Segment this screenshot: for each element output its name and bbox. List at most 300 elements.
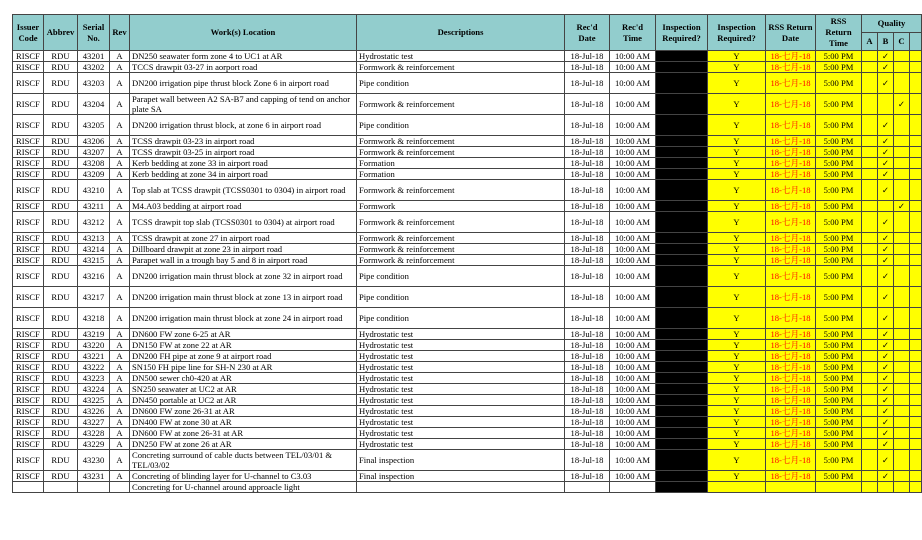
cell-issuer-code[interactable]: RISCF	[13, 362, 44, 373]
cell-inspection-redacted[interactable]	[656, 212, 708, 233]
header-rev[interactable]: Rev	[110, 15, 130, 51]
cell-serial-no[interactable]: 43210	[78, 180, 110, 201]
cell-location[interactable]: DN150 FW at zone 22 at AR	[130, 340, 357, 351]
cell-rev[interactable]: A	[110, 255, 130, 266]
table-row[interactable]	[13, 115, 922, 136]
cell-inspection-redacted[interactable]	[656, 482, 708, 493]
cell-location[interactable]: DN600 FW at zone 26-31 at AR	[130, 428, 357, 439]
cell-issuer-code[interactable]: RISCF	[13, 450, 44, 471]
cell-quality-extra[interactable]	[910, 212, 922, 233]
cell-recd-date[interactable]: 18-Jul-18	[565, 255, 610, 266]
cell-abbrev[interactable]: RDU	[44, 201, 78, 212]
cell-rss-return-date[interactable]: 18-七月-18	[766, 384, 816, 395]
cell-inspection-redacted[interactable]	[656, 340, 708, 351]
cell-description[interactable]: Pipe condition	[357, 73, 565, 94]
cell-location[interactable]: SN250 seawater at UC2 at AR	[130, 384, 357, 395]
cell-yellow[interactable]	[816, 482, 862, 493]
table-row[interactable]	[13, 244, 922, 255]
table-row[interactable]	[13, 94, 922, 115]
cell-abbrev[interactable]: RDU	[44, 94, 78, 115]
cell-abbrev[interactable]: RDU	[44, 136, 78, 147]
cell-quality-extra[interactable]	[910, 287, 922, 308]
cell-description[interactable]: Formwork & reinforcement	[357, 136, 565, 147]
cell-inspection-redacted[interactable]	[656, 428, 708, 439]
cell-yellow[interactable]	[894, 482, 910, 493]
cell-inspection-redacted[interactable]	[656, 201, 708, 212]
cell-issuer-code[interactable]: RISCF	[13, 351, 44, 362]
cell-inspection-redacted[interactable]	[656, 417, 708, 428]
cell-rev[interactable]: A	[110, 136, 130, 147]
cell-description[interactable]: Formwork	[357, 201, 565, 212]
cell-serial-no[interactable]: 43211	[78, 201, 110, 212]
cell-rev[interactable]: A	[110, 340, 130, 351]
cell-issuer-code[interactable]: RISCF	[13, 73, 44, 94]
cell-quality-a[interactable]	[862, 136, 878, 147]
cell-quality-b[interactable]: ✓	[878, 158, 894, 169]
cell-issuer-code[interactable]: RISCF	[13, 287, 44, 308]
header-inspection-required-2[interactable]: Inspection Required?	[708, 15, 766, 51]
cell-serial-no[interactable]: 43218	[78, 308, 110, 329]
cell-quality-b[interactable]: ✓	[878, 147, 894, 158]
cell-quality-extra[interactable]	[910, 62, 922, 73]
cell-abbrev[interactable]: RDU	[44, 255, 78, 266]
cell-recd-date[interactable]: 18-Jul-18	[565, 233, 610, 244]
cell-inspection-required[interactable]: Y	[708, 329, 766, 340]
cell-description[interactable]: Final inspection	[357, 450, 565, 471]
cell-rss-return-date[interactable]: 18-七月-18	[766, 340, 816, 351]
cell-description[interactable]: Pipe condition	[357, 308, 565, 329]
cell-inspection-required[interactable]: Y	[708, 147, 766, 158]
cell-rev[interactable]: A	[110, 471, 130, 482]
cell-issuer-code[interactable]: RISCF	[13, 136, 44, 147]
cell-inspection-redacted[interactable]	[656, 180, 708, 201]
cell-serial-no[interactable]: 43219	[78, 329, 110, 340]
cell-recd-time[interactable]: 10:00 AM	[610, 373, 656, 384]
cell-quality-a[interactable]	[862, 255, 878, 266]
cell-issuer-code[interactable]: RISCF	[13, 169, 44, 180]
cell-issuer-code[interactable]: RISCF	[13, 428, 44, 439]
cell-rev[interactable]: A	[110, 212, 130, 233]
cell-abbrev[interactable]: RDU	[44, 233, 78, 244]
cell-abbrev[interactable]: RDU	[44, 51, 78, 62]
cell-quality-c[interactable]	[894, 255, 910, 266]
cell-quality-b[interactable]: ✓	[878, 180, 894, 201]
cell-serial-no[interactable]: 43202	[78, 62, 110, 73]
cell-location[interactable]: Concreting for U-channel around approacle light	[130, 482, 357, 493]
cell-recd-date[interactable]: 18-Jul-18	[565, 287, 610, 308]
cell-rss-return-date[interactable]: 18-七月-18	[766, 169, 816, 180]
cell-inspection-required[interactable]: Y	[708, 115, 766, 136]
cell-description[interactable]: Hydrostatic test	[357, 51, 565, 62]
cell-quality-b[interactable]: ✓	[878, 362, 894, 373]
table-row[interactable]	[13, 406, 922, 417]
cell-recd-time[interactable]: 10:00 AM	[610, 201, 656, 212]
cell-location[interactable]: DN450 portable at UC2 at AR	[130, 395, 357, 406]
cell-recd-date[interactable]: 18-Jul-18	[565, 439, 610, 450]
cell-recd-time[interactable]: 10:00 AM	[610, 450, 656, 471]
cell-serial-no[interactable]: 43230	[78, 450, 110, 471]
cell-quality-a[interactable]	[862, 233, 878, 244]
cell-rev[interactable]: A	[110, 62, 130, 73]
cell-rss-return-time[interactable]: 5:00 PM	[816, 406, 862, 417]
cell-rev[interactable]: A	[110, 180, 130, 201]
cell-empty[interactable]	[78, 482, 110, 493]
header-location[interactable]: Work(s) Location	[130, 15, 357, 51]
cell-quality-a[interactable]	[862, 329, 878, 340]
cell-inspection-required[interactable]: Y	[708, 201, 766, 212]
cell-recd-time[interactable]: 10:00 AM	[610, 471, 656, 482]
cell-quality-extra[interactable]	[910, 201, 922, 212]
cell-serial-no[interactable]: 43204	[78, 94, 110, 115]
cell-rss-return-time[interactable]: 5:00 PM	[816, 147, 862, 158]
cell-abbrev[interactable]: RDU	[44, 266, 78, 287]
cell-recd-time[interactable]: 10:00 AM	[610, 340, 656, 351]
cell-quality-b[interactable]: ✓	[878, 340, 894, 351]
cell-issuer-code[interactable]: RISCF	[13, 201, 44, 212]
cell-location[interactable]: DN200 irrigation pipe thrust block Zone 6 in airport road	[130, 73, 357, 94]
cell-inspection-required[interactable]: Y	[708, 212, 766, 233]
cell-rss-return-date[interactable]: 18-七月-18	[766, 428, 816, 439]
cell-issuer-code[interactable]: RISCF	[13, 212, 44, 233]
cell-inspection-required[interactable]: Y	[708, 428, 766, 439]
table-row[interactable]	[13, 450, 922, 471]
cell-location[interactable]: DN200 irrigation main thrust block at zone 13 in airport road	[130, 287, 357, 308]
cell-quality-c[interactable]	[894, 417, 910, 428]
cell-issuer-code[interactable]: RISCF	[13, 471, 44, 482]
cell-rss-return-time[interactable]: 5:00 PM	[816, 255, 862, 266]
cell-abbrev[interactable]: RDU	[44, 351, 78, 362]
header-quality-b[interactable]: B	[878, 33, 894, 51]
cell-description[interactable]: Pipe condition	[357, 287, 565, 308]
cell-quality-b[interactable]: ✓	[878, 417, 894, 428]
cell-serial-no[interactable]: 43213	[78, 233, 110, 244]
cell-rss-return-date[interactable]: 18-七月-18	[766, 62, 816, 73]
cell-quality-a[interactable]	[862, 94, 878, 115]
cell-recd-date[interactable]: 18-Jul-18	[565, 329, 610, 340]
cell-quality-c[interactable]	[894, 266, 910, 287]
table-row[interactable]	[13, 136, 922, 147]
cell-quality-b[interactable]: ✓	[878, 384, 894, 395]
cell-inspection-required[interactable]: Y	[708, 373, 766, 384]
cell-recd-date[interactable]: 18-Jul-18	[565, 51, 610, 62]
cell-inspection-required[interactable]: Y	[708, 136, 766, 147]
cell-serial-no[interactable]: 43226	[78, 406, 110, 417]
table-row[interactable]	[13, 384, 922, 395]
cell-location[interactable]: DN250 seawater form zone 4 to UC1 at AR	[130, 51, 357, 62]
cell-rev[interactable]: A	[110, 266, 130, 287]
cell-abbrev[interactable]: RDU	[44, 373, 78, 384]
cell-description[interactable]: Hydrostatic test	[357, 340, 565, 351]
table-row[interactable]	[13, 362, 922, 373]
cell-recd-time[interactable]: 10:00 AM	[610, 266, 656, 287]
cell-inspection-redacted[interactable]	[656, 62, 708, 73]
cell-quality-extra[interactable]	[910, 384, 922, 395]
cell-rss-return-date[interactable]: 18-七月-18	[766, 395, 816, 406]
cell-recd-time[interactable]: 10:00 AM	[610, 329, 656, 340]
cell-recd-time[interactable]: 10:00 AM	[610, 62, 656, 73]
cell-quality-extra[interactable]	[910, 158, 922, 169]
cell-rss-return-date[interactable]: 18-七月-18	[766, 158, 816, 169]
cell-issuer-code[interactable]: RISCF	[13, 308, 44, 329]
cell-rss-return-time[interactable]: 5:00 PM	[816, 94, 862, 115]
cell-quality-b[interactable]: ✓	[878, 255, 894, 266]
cell-rss-return-date[interactable]: 18-七月-18	[766, 373, 816, 384]
cell-quality-extra[interactable]	[910, 147, 922, 158]
cell-quality-a[interactable]	[862, 201, 878, 212]
cell-quality-a[interactable]	[862, 169, 878, 180]
cell-quality-a[interactable]	[862, 308, 878, 329]
cell-quality-c[interactable]	[894, 158, 910, 169]
cell-quality-a[interactable]	[862, 373, 878, 384]
cell-recd-time[interactable]: 10:00 AM	[610, 169, 656, 180]
cell-rss-return-date[interactable]: 18-七月-18	[766, 136, 816, 147]
cell-issuer-code[interactable]: RISCF	[13, 244, 44, 255]
cell-quality-extra[interactable]	[910, 115, 922, 136]
cell-inspection-redacted[interactable]	[656, 406, 708, 417]
cell-recd-date[interactable]: 18-Jul-18	[565, 73, 610, 94]
cell-quality-c[interactable]	[894, 439, 910, 450]
cell-quality-c[interactable]	[894, 406, 910, 417]
cell-abbrev[interactable]: RDU	[44, 362, 78, 373]
cell-recd-time[interactable]: 10:00 AM	[610, 406, 656, 417]
cell-issuer-code[interactable]: RISCF	[13, 147, 44, 158]
cell-recd-time[interactable]: 10:00 AM	[610, 94, 656, 115]
cell-inspection-redacted[interactable]	[656, 287, 708, 308]
cell-recd-date[interactable]: 18-Jul-18	[565, 212, 610, 233]
table-row[interactable]	[13, 180, 922, 201]
cell-location[interactable]: M4.A03 bedding at airport road	[130, 201, 357, 212]
cell-quality-a[interactable]	[862, 147, 878, 158]
cell-quality-a[interactable]	[862, 406, 878, 417]
cell-quality-c[interactable]	[894, 212, 910, 233]
cell-rss-return-date[interactable]: 18-七月-18	[766, 212, 816, 233]
cell-quality-a[interactable]	[862, 73, 878, 94]
cell-rss-return-time[interactable]: 5:00 PM	[816, 395, 862, 406]
cell-rss-return-time[interactable]: 5:00 PM	[816, 212, 862, 233]
cell-serial-no[interactable]: 43221	[78, 351, 110, 362]
cell-recd-date[interactable]: 18-Jul-18	[565, 244, 610, 255]
cell-recd-date[interactable]: 18-Jul-18	[565, 115, 610, 136]
cell-inspection-redacted[interactable]	[656, 73, 708, 94]
cell-recd-time[interactable]: 10:00 AM	[610, 439, 656, 450]
cell-quality-c[interactable]	[894, 136, 910, 147]
cell-recd-date[interactable]: 18-Jul-18	[565, 471, 610, 482]
cell-abbrev[interactable]: RDU	[44, 244, 78, 255]
cell-rss-return-date[interactable]: 18-七月-18	[766, 439, 816, 450]
cell-quality-b[interactable]: ✓	[878, 439, 894, 450]
cell-description[interactable]: Hydrostatic test	[357, 395, 565, 406]
cell-quality-c[interactable]	[894, 428, 910, 439]
cell-quality-extra[interactable]	[910, 308, 922, 329]
cell-serial-no[interactable]: 43212	[78, 212, 110, 233]
table-row[interactable]	[13, 395, 922, 406]
cell-inspection-redacted[interactable]	[656, 147, 708, 158]
table-row[interactable]	[13, 471, 922, 482]
cell-quality-a[interactable]	[862, 212, 878, 233]
cell-description[interactable]: Formwork & reinforcement	[357, 255, 565, 266]
cell-serial-no[interactable]: 43209	[78, 169, 110, 180]
cell-location[interactable]: DN200 irrigation main thrust block at zone 24 in airport road	[130, 308, 357, 329]
cell-rev[interactable]: A	[110, 94, 130, 115]
cell-rev[interactable]: A	[110, 417, 130, 428]
cell-rev[interactable]: A	[110, 115, 130, 136]
cell-abbrev[interactable]: RDU	[44, 395, 78, 406]
header-quality-a[interactable]: A	[862, 33, 878, 51]
cell-recd-date[interactable]: 18-Jul-18	[565, 158, 610, 169]
cell-quality-b[interactable]: ✓	[878, 373, 894, 384]
cell-rss-return-time[interactable]: 5:00 PM	[816, 428, 862, 439]
cell-inspection-redacted[interactable]	[656, 308, 708, 329]
cell-recd-time[interactable]: 10:00 AM	[610, 417, 656, 428]
cell-rss-return-date[interactable]: 18-七月-18	[766, 244, 816, 255]
cell-inspection-required[interactable]: Y	[708, 287, 766, 308]
cell-quality-b[interactable]: ✓	[878, 450, 894, 471]
cell-inspection-redacted[interactable]	[656, 384, 708, 395]
cell-location[interactable]: Concreting of blinding layer for U-channel to C3.03	[130, 471, 357, 482]
table-row[interactable]	[13, 428, 922, 439]
cell-rss-return-time[interactable]: 5:00 PM	[816, 373, 862, 384]
cell-rss-return-date[interactable]: 18-七月-18	[766, 233, 816, 244]
cell-description[interactable]: Formwork & reinforcement	[357, 94, 565, 115]
cell-recd-date[interactable]: 18-Jul-18	[565, 169, 610, 180]
cell-rss-return-time[interactable]: 5:00 PM	[816, 417, 862, 428]
cell-quality-c[interactable]	[894, 180, 910, 201]
cell-yellow[interactable]	[708, 482, 766, 493]
cell-recd-date[interactable]: 18-Jul-18	[565, 362, 610, 373]
cell-abbrev[interactable]: RDU	[44, 417, 78, 428]
cell-quality-extra[interactable]	[910, 340, 922, 351]
cell-inspection-required[interactable]: Y	[708, 94, 766, 115]
cell-rev[interactable]: A	[110, 373, 130, 384]
cell-location[interactable]: Parapet wall in a trough bay 5 and 8 in airport road	[130, 255, 357, 266]
cell-recd-time[interactable]: 10:00 AM	[610, 287, 656, 308]
cell-quality-extra[interactable]	[910, 94, 922, 115]
cell-inspection-redacted[interactable]	[656, 351, 708, 362]
cell-issuer-code[interactable]: RISCF	[13, 373, 44, 384]
cell-quality-extra[interactable]	[910, 395, 922, 406]
cell-abbrev[interactable]: RDU	[44, 115, 78, 136]
cell-quality-a[interactable]	[862, 362, 878, 373]
cell-serial-no[interactable]: 43208	[78, 158, 110, 169]
header-serial-no[interactable]: Serial No.	[78, 15, 110, 51]
cell-issuer-code[interactable]: RISCF	[13, 51, 44, 62]
cell-serial-no[interactable]: 43231	[78, 471, 110, 482]
cell-issuer-code[interactable]: RISCF	[13, 180, 44, 201]
cell-rss-return-date[interactable]: 18-七月-18	[766, 180, 816, 201]
table-row[interactable]	[13, 351, 922, 362]
cell-inspection-redacted[interactable]	[656, 362, 708, 373]
cell-quality-b[interactable]: ✓	[878, 406, 894, 417]
cell-abbrev[interactable]: RDU	[44, 471, 78, 482]
cell-inspection-redacted[interactable]	[656, 136, 708, 147]
cell-recd-time[interactable]: 10:00 AM	[610, 351, 656, 362]
cell-recd-date[interactable]: 18-Jul-18	[565, 395, 610, 406]
cell-abbrev[interactable]: RDU	[44, 287, 78, 308]
cell-quality-b[interactable]: ✓	[878, 233, 894, 244]
header-inspection-required-1[interactable]: Inspection Required?	[656, 15, 708, 51]
cell-serial-no[interactable]: 43214	[78, 244, 110, 255]
cell-quality-a[interactable]	[862, 439, 878, 450]
cell-rss-return-time[interactable]: 5:00 PM	[816, 471, 862, 482]
cell-rss-return-time[interactable]: 5:00 PM	[816, 73, 862, 94]
cell-quality-a[interactable]	[862, 266, 878, 287]
cell-quality-a[interactable]	[862, 180, 878, 201]
cell-recd-time[interactable]: 10:00 AM	[610, 308, 656, 329]
cell-rss-return-date[interactable]: 18-七月-18	[766, 201, 816, 212]
cell-abbrev[interactable]: RDU	[44, 428, 78, 439]
cell-abbrev[interactable]: RDU	[44, 439, 78, 450]
cell-location[interactable]: Top slab at TCSS drawpit (TCSS0301 to 0304) in airport road	[130, 180, 357, 201]
cell-rev[interactable]: A	[110, 450, 130, 471]
cell-location[interactable]: TCSS drawpit at zone 27 in airport road	[130, 233, 357, 244]
cell-rev[interactable]: A	[110, 169, 130, 180]
cell-yellow[interactable]	[862, 482, 878, 493]
cell-yellow[interactable]	[878, 482, 894, 493]
cell-location[interactable]: DN600 FW zone 26-31 at AR	[130, 406, 357, 417]
cell-quality-a[interactable]	[862, 340, 878, 351]
cell-recd-date[interactable]: 18-Jul-18	[565, 147, 610, 158]
cell-description[interactable]: Pipe condition	[357, 266, 565, 287]
cell-description[interactable]: Formwork & reinforcement	[357, 212, 565, 233]
cell-inspection-required[interactable]: Y	[708, 439, 766, 450]
cell-rev[interactable]: A	[110, 73, 130, 94]
cell-quality-b[interactable]: ✓	[878, 51, 894, 62]
cell-quality-c[interactable]	[894, 51, 910, 62]
cell-recd-date[interactable]: 18-Jul-18	[565, 136, 610, 147]
cell-description[interactable]: Pipe condition	[357, 115, 565, 136]
cell-quality-b[interactable]: ✓	[878, 115, 894, 136]
cell-quality-extra[interactable]	[910, 406, 922, 417]
header-issuer-code[interactable]: Issuer Code	[13, 15, 44, 51]
cell-quality-a[interactable]	[862, 287, 878, 308]
cell-issuer-code[interactable]: RISCF	[13, 439, 44, 450]
cell-rss-return-date[interactable]: 18-七月-18	[766, 308, 816, 329]
cell-serial-no[interactable]: 43205	[78, 115, 110, 136]
cell-serial-no[interactable]: 43207	[78, 147, 110, 158]
cell-abbrev[interactable]: RDU	[44, 308, 78, 329]
cell-description[interactable]: Formwork & reinforcement	[357, 233, 565, 244]
cell-rss-return-time[interactable]: 5:00 PM	[816, 362, 862, 373]
cell-inspection-required[interactable]: Y	[708, 62, 766, 73]
cell-rev[interactable]: A	[110, 351, 130, 362]
cell-rss-return-date[interactable]: 18-七月-18	[766, 147, 816, 158]
table-row[interactable]	[13, 169, 922, 180]
cell-inspection-required[interactable]: Y	[708, 362, 766, 373]
cell-serial-no[interactable]: 43201	[78, 51, 110, 62]
cell-description[interactable]: Formwork & reinforcement	[357, 147, 565, 158]
cell-inspection-required[interactable]: Y	[708, 395, 766, 406]
cell-quality-c[interactable]	[894, 362, 910, 373]
cell-issuer-code[interactable]: RISCF	[13, 115, 44, 136]
cell-yellow[interactable]	[910, 482, 922, 493]
cell-quality-c[interactable]	[894, 62, 910, 73]
cell-quality-extra[interactable]	[910, 450, 922, 471]
cell-rss-return-time[interactable]: 5:00 PM	[816, 450, 862, 471]
cell-quality-extra[interactable]	[910, 244, 922, 255]
cell-description[interactable]: Formwork & reinforcement	[357, 180, 565, 201]
cell-quality-b[interactable]: ✓	[878, 136, 894, 147]
cell-quality-b[interactable]: ✓	[878, 287, 894, 308]
table-row[interactable]	[13, 158, 922, 169]
cell-quality-a[interactable]	[862, 395, 878, 406]
cell-serial-no[interactable]: 43220	[78, 340, 110, 351]
table-row[interactable]	[13, 287, 922, 308]
cell-location[interactable]: TCCS drawpit 03-27 in aorport road	[130, 62, 357, 73]
cell-recd-time[interactable]: 10:00 AM	[610, 115, 656, 136]
cell-inspection-required[interactable]: Y	[708, 450, 766, 471]
cell-quality-b[interactable]: ✓	[878, 212, 894, 233]
header-rss-return-date[interactable]: RSS Return Date	[766, 15, 816, 51]
